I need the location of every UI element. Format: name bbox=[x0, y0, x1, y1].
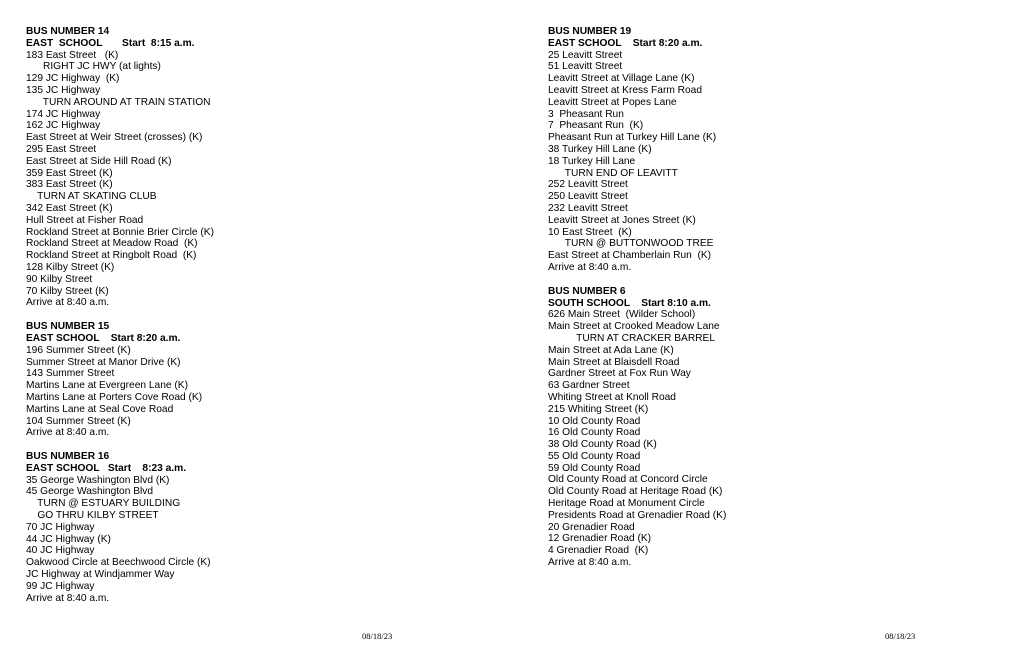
route-stop-line: TURN AT CRACKER BARREL bbox=[548, 332, 715, 344]
route-stop-line: 20 Grenadier Road bbox=[548, 521, 635, 533]
route-stop-line: 135 JC Highway bbox=[26, 84, 101, 96]
route-stop-line: East Street at Weir Street (crosses) (K) bbox=[26, 132, 203, 144]
route-stop-line: Old County Road at Heritage Road (K) bbox=[548, 486, 723, 498]
route-stop-line: Arrive at 8:40 a.m. bbox=[26, 297, 110, 309]
route-stop-line: 44 JC Highway (K) bbox=[26, 533, 111, 545]
route-stop-line: Leavitt Street at Kress Farm Road bbox=[548, 84, 703, 96]
route-stop-line: JC Highway at Windjammer Way bbox=[26, 569, 175, 581]
route-stop-line: RIGHT JC HWY (at lights) bbox=[26, 61, 161, 73]
route-stop-line: Martins Lane at Porters Cove Road (K) bbox=[26, 391, 203, 403]
school-start-heading: EAST SCHOOL Start 8:20 a.m. bbox=[548, 37, 703, 49]
route-stop-line: 99 JC Highway bbox=[26, 580, 95, 592]
route-stop-line: GO THRU KILBY STREET bbox=[26, 510, 159, 522]
route-stop-line: 215 Whiting Street (K) bbox=[548, 403, 649, 415]
route-stop-line: 104 Summer Street (K) bbox=[26, 415, 131, 427]
route-stop-line: Main Street at Ada Lane (K) bbox=[548, 344, 674, 356]
route-stop-line: 174 JC Highway bbox=[26, 108, 101, 120]
route-stop-line: Pheasant Run at Turkey Hill Lane (K) bbox=[548, 132, 717, 144]
route-stop-line: 250 Leavitt Street bbox=[548, 191, 628, 203]
route-stop-line: 70 Kilby Street (K) bbox=[26, 285, 109, 297]
route-stop-line: Hull Street at Fisher Road bbox=[26, 214, 144, 226]
school-start-heading: EAST SCHOOL Start 8:20 a.m. bbox=[26, 332, 181, 344]
route-stop-line: 183 East Street (K) bbox=[26, 49, 119, 61]
route-stop-line: 383 East Street (K) bbox=[26, 179, 113, 191]
route-stop-line: 45 George Washington Blvd bbox=[26, 486, 154, 498]
route-stop-line: 38 Turkey Hill Lane (K) bbox=[548, 143, 652, 155]
route-stop-line: 63 Gardner Street bbox=[548, 380, 630, 392]
route-stop-line: Leavitt Street at Village Lane (K) bbox=[548, 73, 695, 85]
route-stop-line: Martins Lane at Evergreen Lane (K) bbox=[26, 380, 188, 392]
route-stop-line: Gardner Street at Fox Run Way bbox=[548, 368, 691, 380]
route-stop-line: 38 Old County Road (K) bbox=[548, 439, 657, 451]
route-stop-line: Main Street at Crooked Meadow Lane bbox=[548, 321, 720, 333]
route-stop-line: 35 George Washington Blvd (K) bbox=[26, 474, 170, 486]
route-stop-line: Rockland Street at Ringbolt Road (K) bbox=[26, 250, 197, 262]
route-stop-line: Martins Lane at Seal Cove Road bbox=[26, 403, 174, 415]
bus-number-heading: BUS NUMBER 19 bbox=[548, 26, 632, 37]
route-stop-line: 12 Grenadier Road (K) bbox=[548, 533, 652, 545]
route-stop-line: 18 Turkey Hill Lane bbox=[548, 155, 636, 167]
route-stop-line: Heritage Road at Monument Circle bbox=[548, 498, 705, 510]
route-stop-line: TURN AROUND AT TRAIN STATION bbox=[26, 96, 211, 108]
route-stop-line: 162 JC Highway bbox=[26, 120, 101, 132]
route-stop-line: Whiting Street at Knoll Road bbox=[548, 391, 676, 403]
route-stop-line: Rockland Street at Meadow Road (K) bbox=[26, 238, 198, 250]
route-stop-line: TURN @ ESTUARY BUILDING bbox=[26, 498, 181, 510]
route-stop-line: 7 Pheasant Run (K) bbox=[548, 120, 644, 132]
bus-number-heading: BUS NUMBER 16 bbox=[26, 451, 110, 463]
route-stop-line: Old County Road at Concord Circle bbox=[548, 474, 708, 486]
route-stop-line: Summer Street at Manor Drive (K) bbox=[26, 356, 181, 368]
route-stop-line: 143 Summer Street bbox=[26, 368, 115, 380]
route-stop-line: 51 Leavitt Street bbox=[548, 61, 623, 73]
route-stop-line: Presidents Road at Grenadier Road (K) bbox=[548, 509, 727, 521]
route-stop-line: 359 East Street (K) bbox=[26, 167, 113, 179]
left-page-column bbox=[26, 26, 486, 616]
route-stop-line: 16 Old County Road bbox=[548, 427, 641, 439]
route-stop-line: 295 East Street bbox=[26, 143, 97, 155]
bus-number-heading: BUS NUMBER 6 bbox=[548, 285, 626, 297]
route-stop-line: 40 JC Highway bbox=[26, 545, 95, 557]
route-stop-line: 25 Leavitt Street bbox=[548, 49, 623, 61]
route-stop-line: 128 Kilby Street (K) bbox=[26, 261, 115, 273]
route-stop-line: 70 JC Highway bbox=[26, 521, 95, 533]
page-footer-date: 08/18/23 bbox=[885, 631, 916, 641]
route-stop-line: 626 Main Street (Wilder School) bbox=[548, 309, 696, 321]
school-start-heading: EAST SCHOOL Start 8:15 a.m. bbox=[26, 37, 195, 49]
bus-number-heading: BUS NUMBER 15 bbox=[26, 321, 110, 333]
route-stop-line: East Street at Side Hill Road (K) bbox=[26, 155, 172, 167]
route-stop-line: Arrive at 8:40 a.m. bbox=[26, 427, 110, 439]
route-stop-line: 90 Kilby Street bbox=[26, 273, 93, 285]
route-stop-line: Rockland Street at Bonnie Brier Circle (K) bbox=[26, 226, 214, 238]
bus-route-block bbox=[26, 26, 486, 309]
bus-route-block bbox=[26, 321, 486, 439]
route-stop-line: 196 Summer Street (K) bbox=[26, 344, 131, 356]
route-stop-line: Oakwood Circle at Beechwood Circle (K) bbox=[26, 557, 211, 569]
route-stop-line: TURN @ BUTTONWOOD TREE bbox=[548, 238, 714, 250]
route-stop-line: 59 Old County Road bbox=[548, 462, 641, 474]
route-stop-line: TURN END OF LEAVITT bbox=[548, 167, 678, 179]
right-page-column bbox=[548, 26, 1008, 581]
route-stop-line: Main Street at Blaisdell Road bbox=[548, 356, 680, 368]
route-stop-line: Arrive at 8:40 a.m. bbox=[26, 592, 110, 604]
route-stop-line: 129 JC Highway (K) bbox=[26, 73, 120, 85]
school-start-heading: EAST SCHOOL Start 8:23 a.m. bbox=[26, 462, 187, 474]
page-footer-date: 08/18/23 bbox=[362, 631, 393, 641]
route-stop-line: Leavitt Street at Popes Lane bbox=[548, 96, 677, 108]
route-stop-line: TURN AT SKATING CLUB bbox=[26, 191, 157, 203]
route-stop-line: 10 Old County Road bbox=[548, 415, 641, 427]
route-stop-line: East Street at Chamberlain Run (K) bbox=[548, 250, 712, 262]
bus-route-block bbox=[548, 26, 1008, 274]
route-stop-line: 252 Leavitt Street bbox=[548, 179, 628, 191]
bus-number-heading: BUS NUMBER 14 bbox=[26, 26, 110, 37]
route-stop-line: Arrive at 8:40 a.m. bbox=[548, 261, 632, 273]
route-stop-line: 342 East Street (K) bbox=[26, 202, 113, 214]
route-stop-line: 4 Grenadier Road (K) bbox=[548, 545, 649, 557]
bus-route-block bbox=[26, 451, 486, 604]
school-start-heading: SOUTH SCHOOL Start 8:10 a.m. bbox=[548, 297, 711, 309]
route-stop-line: 3 Pheasant Run bbox=[548, 108, 624, 120]
route-stop-line: 55 Old County Road bbox=[548, 450, 641, 462]
bus-route-block bbox=[548, 286, 1008, 569]
route-stop-line: Arrive at 8:40 a.m. bbox=[548, 557, 632, 569]
route-stop-line: 10 East Street (K) bbox=[548, 226, 632, 238]
route-stop-line: 232 Leavitt Street bbox=[548, 202, 628, 214]
route-stop-line: Leavitt Street at Jones Street (K) bbox=[548, 214, 696, 226]
